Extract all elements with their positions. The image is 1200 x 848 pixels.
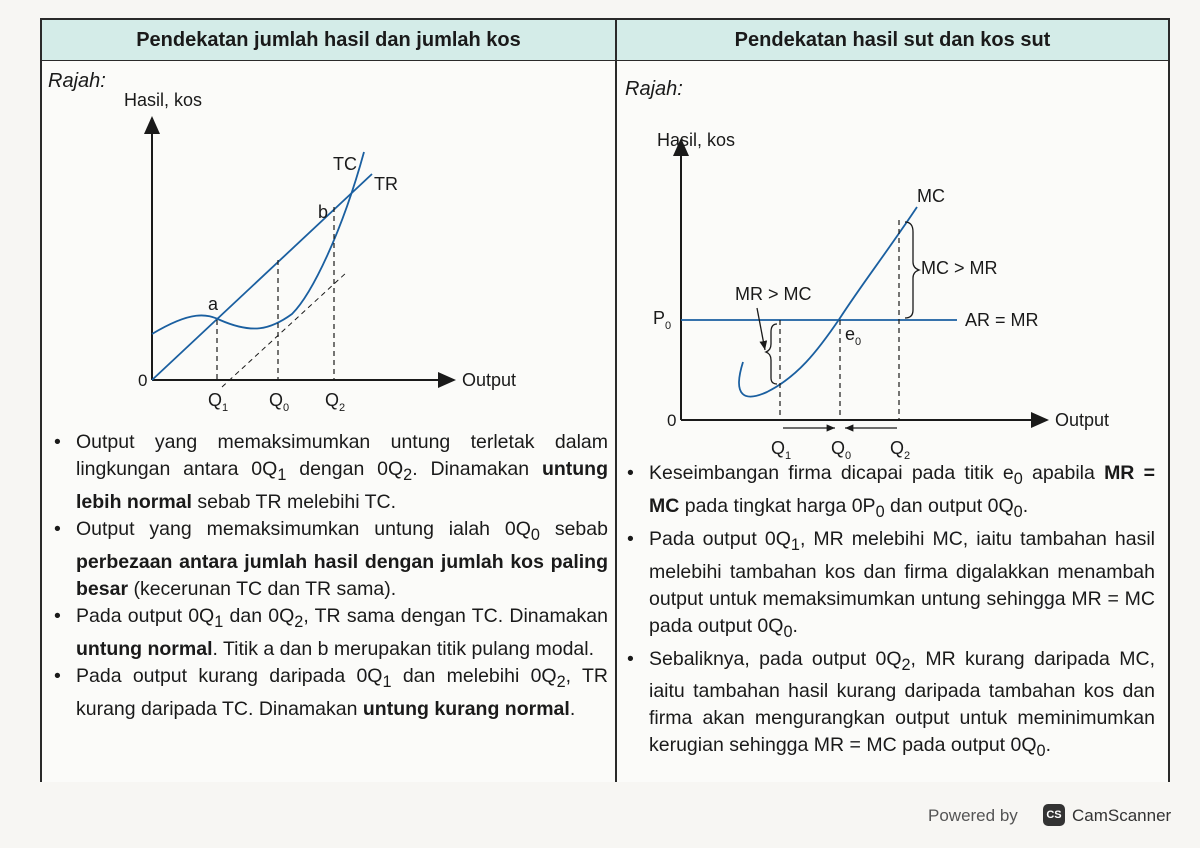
right-rajah-label: Rajah: bbox=[625, 78, 683, 100]
tr-label: TR bbox=[374, 174, 398, 194]
right-bullet-2: • Pada output $0Q_1$, MR melebihi MC, iaitu tambahan hasil melebihi tambahan kos dan firma digalakkan menambah output untuk memaksimumkan untung sehingga MR = MC pada output $0Q_0$. bbox=[627, 527, 1155, 641]
camscanner-brand: CamScanner bbox=[1072, 806, 1172, 825]
mr-gt-mc-label: MR > MC bbox=[735, 284, 812, 304]
q0-tick-label-right: $Q_0$ bbox=[831, 438, 852, 462]
left-bullet-4: • Pada output kurang daripada $0Q_1$ dan melebihi $0Q_2$, TR kurang daripada TC. Dinamakan untung kurang normal. bbox=[54, 664, 608, 720]
right-origin: 0 bbox=[667, 411, 677, 430]
left-tr-tc-graph bbox=[42, 62, 615, 422]
left-y-label: Hasil, kos bbox=[124, 90, 203, 110]
mc-gt-mr-label: MC > MR bbox=[921, 258, 998, 278]
right-bullet-3: • Sebaliknya, pada output $0Q_2$, MR kurang daripada MC, iaitu tambahan hasil kurang daripada tambahan kos dan firma akan mengurangkan output untuk meminimumkan kerugian sehingga MR = MC pada output $0Q_0$. bbox=[627, 647, 1155, 761]
mc-gt-mr-brace bbox=[905, 222, 919, 318]
tc-parallel-dashed bbox=[222, 272, 347, 387]
left-rajah-label: Rajah: bbox=[48, 70, 106, 92]
p0-label: $P_0$ bbox=[653, 308, 672, 332]
left-bullet-2: • Output yang memaksimumkan untung ialah $0Q_0$ sebab perbezaan antara jumlah hasil dengan jumlah kos paling besar (kecerunan TC dan TR sama). bbox=[54, 517, 608, 600]
q0-tick-label: $Q_0$ bbox=[269, 390, 290, 414]
left-bullet-list bbox=[52, 429, 608, 723]
left-bullet-1: • Output yang memaksimumkan untung terletak dalam lingkungan antara $0Q_1$ dengan $0Q_2$. Dinamakan untung lebih normal sebab TR melebihi TC. bbox=[54, 431, 609, 513]
left-x-label: Output bbox=[462, 370, 517, 390]
e0-label: $e_0$ bbox=[845, 324, 862, 348]
ar-mr-label: AR = MR bbox=[965, 310, 1039, 330]
right-mr-mc-graph bbox=[617, 62, 1168, 462]
mr-gt-mc-pointer bbox=[757, 308, 765, 350]
q1-tick-label: $Q_1$ bbox=[208, 390, 229, 414]
right-y-label: Hasil, kos bbox=[657, 130, 736, 150]
tc-curve bbox=[152, 152, 364, 334]
left-column-header: Pendekatan jumlah hasil dan jumlah kos bbox=[42, 20, 615, 61]
mr-gt-mc-brace bbox=[766, 324, 777, 384]
powered-by-text: Powered by bbox=[928, 806, 1018, 825]
mc-label: MC bbox=[917, 186, 945, 206]
left-origin: 0 bbox=[138, 371, 148, 390]
right-column-header: Pendekatan hasil sut dan kos sut bbox=[617, 20, 1168, 61]
q2-tick-label: $Q_2$ bbox=[325, 390, 346, 414]
point-a-label: a bbox=[208, 294, 219, 314]
right-bullet-list bbox=[625, 460, 1155, 765]
right-x-label: Output bbox=[1055, 410, 1110, 430]
point-b-label: b bbox=[318, 202, 329, 222]
tr-line bbox=[152, 174, 372, 380]
right-bullet-1: • Keseimbangan firma dicapai pada titik $e_0$ apabila MR = MC pada tingkat harga $0P_0$ dan output $0Q_0$. bbox=[627, 462, 1155, 521]
camscanner-logo-icon: CS bbox=[1043, 804, 1065, 826]
document-sheet bbox=[40, 18, 1170, 782]
q2-tick-label-right: $Q_2$ bbox=[890, 438, 911, 462]
left-bullet-3: • Pada output $0Q_1$ dan $0Q_2$, TR sama dengan TC. Dinamakan untung normal. Titik a dan b merupakan titik pulang modal. bbox=[54, 604, 608, 660]
q1-tick-label-right: $Q_1$ bbox=[771, 438, 792, 462]
tc-label: TC bbox=[333, 154, 357, 174]
